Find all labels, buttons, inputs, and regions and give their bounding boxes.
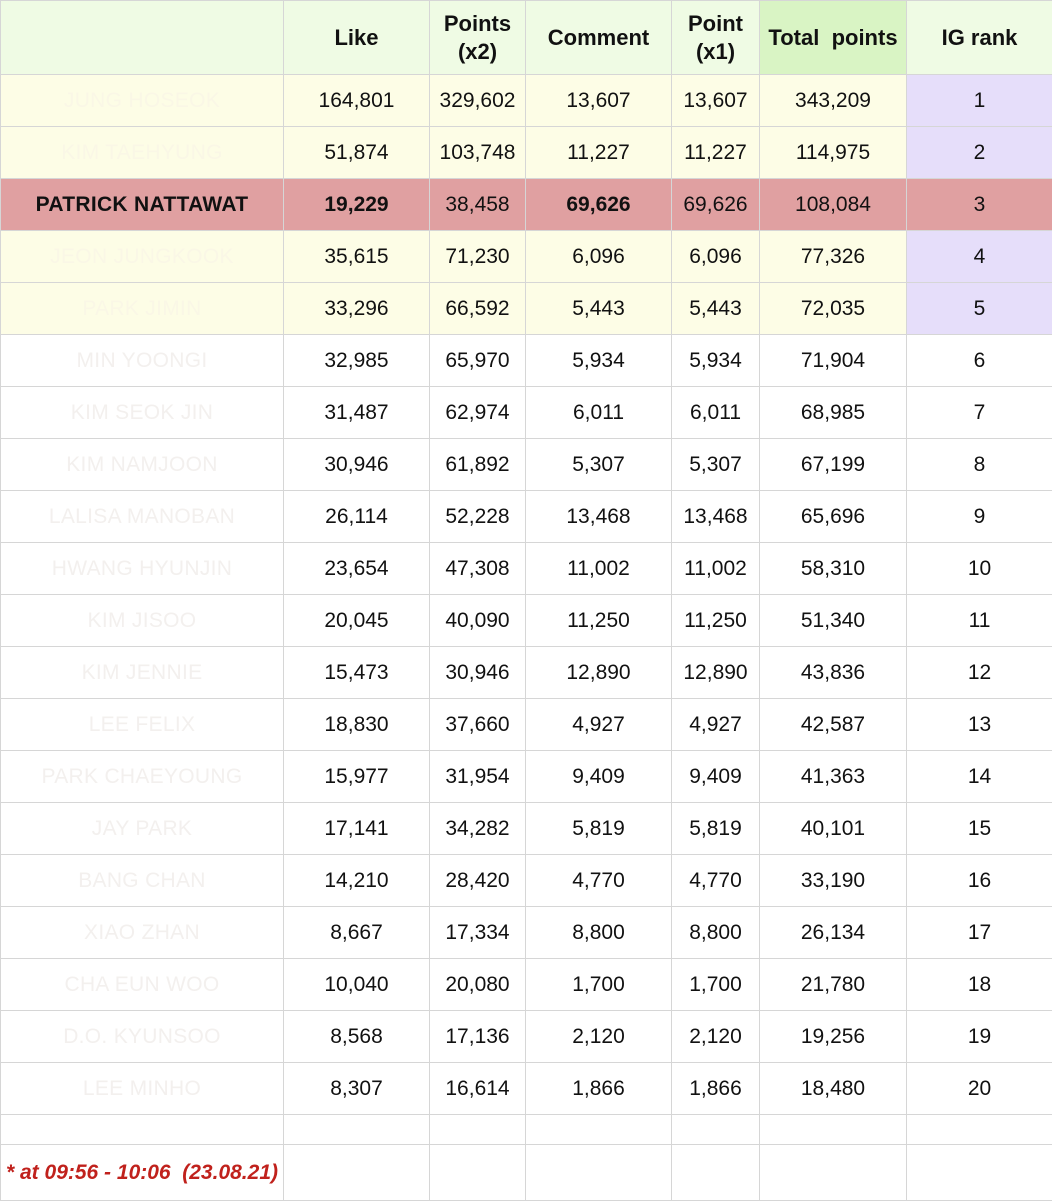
empty-cell: [430, 1115, 526, 1145]
table-row: [1, 179, 1052, 231]
cell-rank: 11: [907, 595, 1052, 647]
cell-points-x2: 66,592: [430, 283, 526, 335]
cell-rank: 4: [907, 231, 1052, 283]
cell-like: 19,229: [284, 179, 430, 231]
cell-name: KIM SEOK JIN: [1, 387, 284, 439]
cell-like: 17,141: [284, 803, 430, 855]
cell-comment: 1,866: [526, 1063, 672, 1115]
cell-total: 67,199: [760, 439, 907, 491]
header-name: [1, 1, 284, 75]
cell-comment: 5,934: [526, 335, 672, 387]
cell-name: KIM JENNIE: [1, 647, 284, 699]
empty-cell: [760, 1115, 907, 1145]
cell-like: 51,874: [284, 127, 430, 179]
cell-points-x2: 47,308: [430, 543, 526, 595]
cell-like: 8,307: [284, 1063, 430, 1115]
table-row: [1, 595, 1052, 647]
cell-name: PARK JIMIN: [1, 283, 284, 335]
cell-like: 33,296: [284, 283, 430, 335]
cell-name: KIM TAEHYUNG: [1, 127, 284, 179]
empty-cell: [430, 1145, 526, 1201]
header-comment: Comment: [526, 1, 672, 75]
empty-cell: [284, 1115, 430, 1145]
header-row: [1, 1, 1052, 75]
empty-cell: [907, 1115, 1052, 1145]
cell-rank: 19: [907, 1011, 1052, 1063]
cell-name: BANG CHAN: [1, 855, 284, 907]
cell-total: 58,310: [760, 543, 907, 595]
header-point-x1-line1: Point: [688, 11, 743, 36]
cell-points-x2: 30,946: [430, 647, 526, 699]
cell-total: 43,836: [760, 647, 907, 699]
cell-total: 71,904: [760, 335, 907, 387]
footer-note-text: * at 09:56 - 10:06 (23.08.21): [1, 1161, 283, 1185]
cell-like: 8,568: [284, 1011, 430, 1063]
cell-point-x1: 5,934: [672, 335, 760, 387]
cell-point-x1: 13,468: [672, 491, 760, 543]
cell-points-x2: 40,090: [430, 595, 526, 647]
table-row: [1, 283, 1052, 335]
cell-name: JAY PARK: [1, 803, 284, 855]
table-row: [1, 335, 1052, 387]
cell-rank: 5: [907, 283, 1052, 335]
cell-total: 65,696: [760, 491, 907, 543]
cell-name: JUNG HOSEOK: [1, 75, 284, 127]
cell-name: PARK CHAEYOUNG: [1, 751, 284, 803]
cell-total: 26,134: [760, 907, 907, 959]
cell-total: 18,480: [760, 1063, 907, 1115]
cell-points-x2: 17,334: [430, 907, 526, 959]
cell-rank: 2: [907, 127, 1052, 179]
cell-point-x1: 1,866: [672, 1063, 760, 1115]
cell-rank: 1: [907, 75, 1052, 127]
cell-name: XIAO ZHAN: [1, 907, 284, 959]
cell-total: 42,587: [760, 699, 907, 751]
cell-comment: 13,607: [526, 75, 672, 127]
cell-like: 20,045: [284, 595, 430, 647]
cell-comment: 5,307: [526, 439, 672, 491]
cell-like: 18,830: [284, 699, 430, 751]
table-row: [1, 543, 1052, 595]
header-points-x2: [430, 1, 526, 75]
cell-comment: 6,096: [526, 231, 672, 283]
cell-point-x1: 11,250: [672, 595, 760, 647]
cell-like: 30,946: [284, 439, 430, 491]
cell-comment: 4,770: [526, 855, 672, 907]
cell-points-x2: 38,458: [430, 179, 526, 231]
cell-point-x1: 5,307: [672, 439, 760, 491]
cell-rank: 20: [907, 1063, 1052, 1115]
cell-name: JEON JUNGKOOK: [1, 231, 284, 283]
cell-name: CHA EUN WOO: [1, 959, 284, 1011]
cell-point-x1: 6,096: [672, 231, 760, 283]
cell-like: 35,615: [284, 231, 430, 283]
footer-note: [1, 1145, 284, 1201]
cell-total: 114,975: [760, 127, 907, 179]
cell-rank: 12: [907, 647, 1052, 699]
empty-row: [1, 1115, 1052, 1145]
table-row: [1, 231, 1052, 283]
cell-point-x1: 4,770: [672, 855, 760, 907]
cell-rank: 6: [907, 335, 1052, 387]
cell-rank: 3: [907, 179, 1052, 231]
cell-name: KIM JISOO: [1, 595, 284, 647]
cell-like: 31,487: [284, 387, 430, 439]
cell-comment: 5,819: [526, 803, 672, 855]
cell-rank: 7: [907, 387, 1052, 439]
cell-point-x1: 2,120: [672, 1011, 760, 1063]
cell-points-x2: 28,420: [430, 855, 526, 907]
empty-cell: [1, 1115, 284, 1145]
cell-point-x1: 69,626: [672, 179, 760, 231]
cell-points-x2: 65,970: [430, 335, 526, 387]
cell-point-x1: 11,227: [672, 127, 760, 179]
cell-comment: 5,443: [526, 283, 672, 335]
cell-point-x1: 1,700: [672, 959, 760, 1011]
empty-cell: [672, 1115, 760, 1145]
cell-comment: 11,227: [526, 127, 672, 179]
cell-total: 77,326: [760, 231, 907, 283]
table-row: [1, 75, 1052, 127]
cell-points-x2: 71,230: [430, 231, 526, 283]
cell-name: LALISA MANOBAN: [1, 491, 284, 543]
table-row: [1, 699, 1052, 751]
cell-rank: 10: [907, 543, 1052, 595]
cell-point-x1: 4,927: [672, 699, 760, 751]
cell-points-x2: 103,748: [430, 127, 526, 179]
cell-like: 8,667: [284, 907, 430, 959]
empty-cell: [672, 1145, 760, 1201]
table-row: [1, 1011, 1052, 1063]
cell-like: 14,210: [284, 855, 430, 907]
header-total-points: Total points: [760, 1, 907, 75]
cell-rank: 13: [907, 699, 1052, 751]
cell-rank: 15: [907, 803, 1052, 855]
cell-name: D.O. KYUNSOO: [1, 1011, 284, 1063]
cell-like: 23,654: [284, 543, 430, 595]
cell-points-x2: 52,228: [430, 491, 526, 543]
cell-point-x1: 12,890: [672, 647, 760, 699]
cell-comment: 9,409: [526, 751, 672, 803]
cell-name: PATRICK NATTAWAT: [1, 179, 284, 231]
header-points-x2-line1: Points: [444, 11, 511, 36]
table-row: [1, 907, 1052, 959]
cell-comment: 2,120: [526, 1011, 672, 1063]
empty-cell: [526, 1115, 672, 1145]
cell-like: 15,473: [284, 647, 430, 699]
cell-point-x1: 5,443: [672, 283, 760, 335]
cell-points-x2: 62,974: [430, 387, 526, 439]
table-row: [1, 387, 1052, 439]
cell-total: 40,101: [760, 803, 907, 855]
cell-like: 26,114: [284, 491, 430, 543]
cell-comment: 1,700: [526, 959, 672, 1011]
table-row: [1, 491, 1052, 543]
table-row: [1, 127, 1052, 179]
cell-name: HWANG HYUNJIN: [1, 543, 284, 595]
cell-rank: 16: [907, 855, 1052, 907]
cell-points-x2: 61,892: [430, 439, 526, 491]
cell-comment: 11,250: [526, 595, 672, 647]
cell-name: MIN YOONGI: [1, 335, 284, 387]
cell-total: 21,780: [760, 959, 907, 1011]
cell-like: 10,040: [284, 959, 430, 1011]
empty-cell: [284, 1145, 430, 1201]
cell-points-x2: 20,080: [430, 959, 526, 1011]
cell-total: 51,340: [760, 595, 907, 647]
cell-like: 164,801: [284, 75, 430, 127]
cell-total: 19,256: [760, 1011, 907, 1063]
cell-like: 32,985: [284, 335, 430, 387]
cell-rank: 9: [907, 491, 1052, 543]
table-row: [1, 1063, 1052, 1115]
cell-comment: 11,002: [526, 543, 672, 595]
cell-points-x2: 17,136: [430, 1011, 526, 1063]
cell-total: 33,190: [760, 855, 907, 907]
header-like: Like: [284, 1, 430, 75]
empty-cell: [526, 1145, 672, 1201]
table-row: [1, 647, 1052, 699]
empty-cell: [907, 1145, 1052, 1201]
empty-cell: [760, 1145, 907, 1201]
table-row: [1, 959, 1052, 1011]
note-row: [1, 1145, 1052, 1201]
cell-like: 15,977: [284, 751, 430, 803]
cell-total: 68,985: [760, 387, 907, 439]
cell-point-x1: 11,002: [672, 543, 760, 595]
cell-total: 72,035: [760, 283, 907, 335]
cell-name: KIM NAMJOON: [1, 439, 284, 491]
cell-point-x1: 8,800: [672, 907, 760, 959]
cell-points-x2: 37,660: [430, 699, 526, 751]
cell-points-x2: 34,282: [430, 803, 526, 855]
header-points-x2-line2: (x2): [458, 39, 497, 64]
cell-point-x1: 6,011: [672, 387, 760, 439]
cell-rank: 8: [907, 439, 1052, 491]
cell-total: 343,209: [760, 75, 907, 127]
header-point-x1: [672, 1, 760, 75]
cell-comment: 12,890: [526, 647, 672, 699]
header-ig-rank: IG rank: [907, 1, 1052, 75]
cell-rank: 14: [907, 751, 1052, 803]
cell-name: LEE FELIX: [1, 699, 284, 751]
cell-comment: 13,468: [526, 491, 672, 543]
cell-comment: 4,927: [526, 699, 672, 751]
header-point-x1-line2: (x1): [696, 39, 735, 64]
cell-comment: 69,626: [526, 179, 672, 231]
cell-rank: 18: [907, 959, 1052, 1011]
cell-total: 108,084: [760, 179, 907, 231]
cell-total: 41,363: [760, 751, 907, 803]
cell-points-x2: 31,954: [430, 751, 526, 803]
cell-point-x1: 5,819: [672, 803, 760, 855]
cell-rank: 17: [907, 907, 1052, 959]
cell-point-x1: 13,607: [672, 75, 760, 127]
cell-points-x2: 16,614: [430, 1063, 526, 1115]
cell-point-x1: 9,409: [672, 751, 760, 803]
table-row: [1, 751, 1052, 803]
table-row: [1, 803, 1052, 855]
table-row: [1, 855, 1052, 907]
cell-name: LEE MINHO: [1, 1063, 284, 1115]
cell-comment: 6,011: [526, 387, 672, 439]
cell-points-x2: 329,602: [430, 75, 526, 127]
table-row: [1, 439, 1052, 491]
cell-comment: 8,800: [526, 907, 672, 959]
